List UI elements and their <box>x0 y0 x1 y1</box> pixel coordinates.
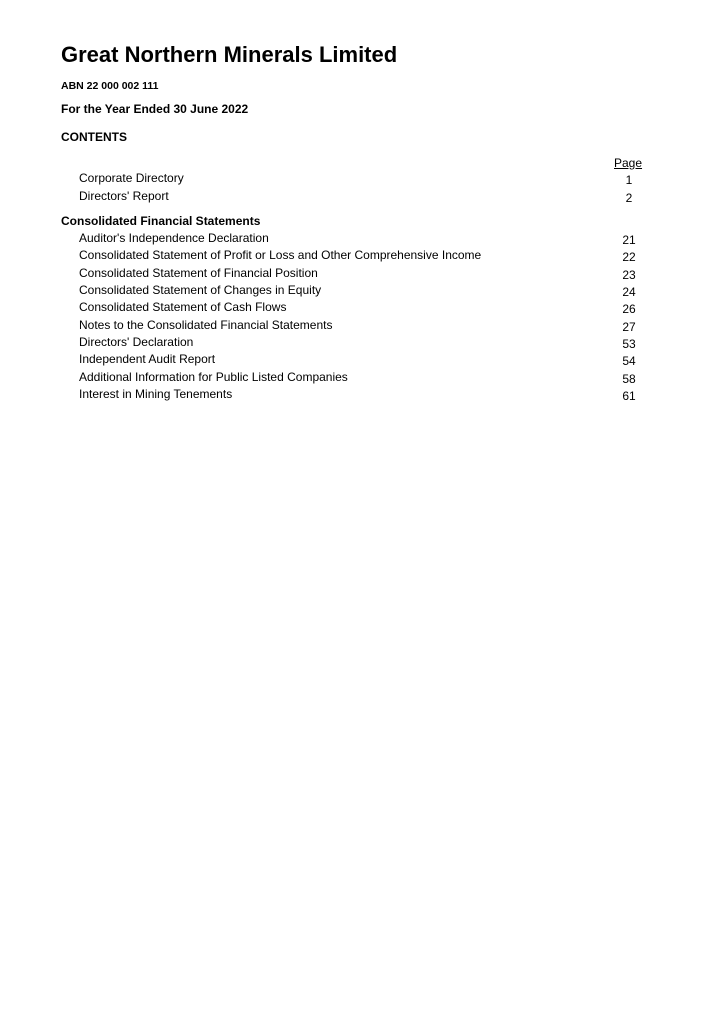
toc-entry <box>0 387 726 403</box>
toc-entry-title: Corporate Directory <box>79 171 184 185</box>
toc-entry-page: 24 <box>622 285 636 299</box>
toc-entry-title: Directors' Report <box>79 189 169 203</box>
toc-entry-page: 1 <box>625 173 633 187</box>
toc-entry-title: Interest in Mining Tenements <box>79 387 233 401</box>
toc-entry <box>0 248 726 264</box>
toc-entry-title: Notes to the Consolidated Financial Statements <box>79 318 333 332</box>
toc-entry-page: 61 <box>622 389 636 403</box>
toc-entry <box>0 266 726 282</box>
toc-entry <box>0 370 726 386</box>
toc-entry-title: Consolidated Statement of Financial Position <box>79 266 318 280</box>
toc-entry <box>0 318 726 334</box>
toc-entry-title: Independent Audit Report <box>79 352 216 366</box>
toc-entry <box>0 300 726 316</box>
toc-entry-page: 27 <box>622 320 636 334</box>
contents-heading: CONTENTS <box>61 130 127 144</box>
toc-entry-title: Auditor's Independence Declaration <box>79 231 269 245</box>
toc-entry-page: 58 <box>622 372 636 386</box>
toc-entry <box>0 231 726 247</box>
toc-entry-page: 2 <box>625 191 633 205</box>
toc-entry-page: 54 <box>622 354 636 368</box>
abn-number: ABN 22 000 002 111 <box>61 80 159 92</box>
page-column-heading: Page <box>614 156 643 170</box>
toc-entry-title: Additional Information for Public Listed Companies <box>79 370 348 384</box>
toc-entry <box>0 283 726 299</box>
reporting-period: For the Year Ended 30 June 2022 <box>61 102 249 116</box>
toc-entry <box>0 352 726 368</box>
toc-entry-page: 23 <box>622 268 636 282</box>
toc-entry <box>0 171 726 187</box>
toc-entry-page: 21 <box>622 233 636 247</box>
toc-entry <box>0 189 726 205</box>
toc-entry-page: 26 <box>622 302 636 316</box>
toc-entry-page: 53 <box>622 337 636 351</box>
section-heading: Consolidated Financial Statements <box>61 214 261 228</box>
toc-entry-page: 22 <box>622 250 636 264</box>
toc-entry <box>0 335 726 351</box>
toc-entry-title: Consolidated Statement of Profit or Loss and Other Comprehensive Income <box>79 248 482 262</box>
company-name: Great Northern Minerals Limited <box>61 42 398 67</box>
toc-entry-title: Consolidated Statement of Changes in Equity <box>79 283 322 297</box>
toc-entry-title: Directors' Declaration <box>79 335 194 349</box>
toc-entry-title: Consolidated Statement of Cash Flows <box>79 300 287 314</box>
